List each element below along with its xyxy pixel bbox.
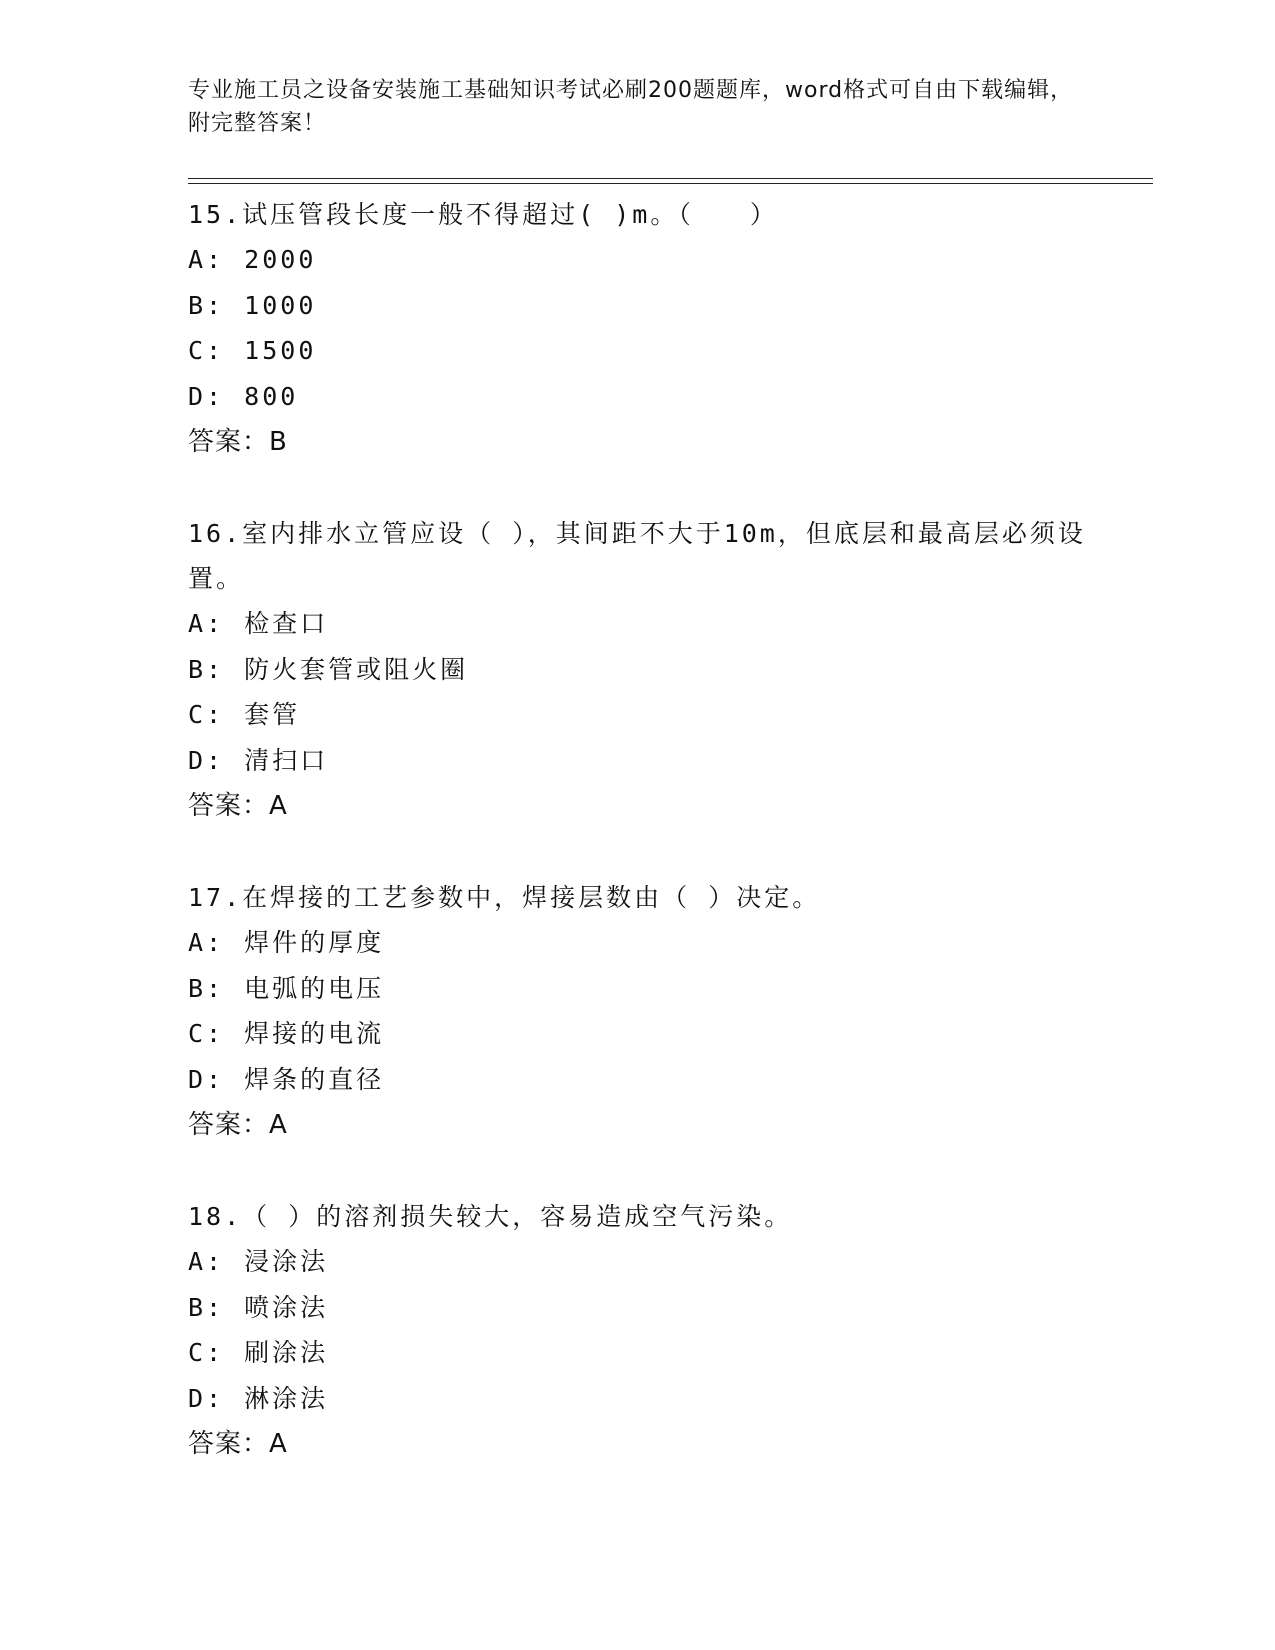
option-b [188,1285,1088,1331]
option-d [188,738,1088,784]
option-c [188,692,1088,738]
option-letter: A: [188,1247,225,1276]
answer-text: 答案：A [188,1429,288,1459]
option-letter: B: [188,654,225,684]
option-d [188,1376,1088,1422]
option-text: 套管 [244,700,301,729]
option-letter: B: [188,290,225,320]
answer-text: 答案：A [188,791,288,821]
answer-text: 答案：B [188,427,288,457]
question-18 [188,1194,1088,1467]
question-text: 17.在焊接的工艺参数中，焊接层数由（ ）决定。 [188,883,821,912]
option-b [188,283,1088,329]
option-text: 刷涂法 [244,1338,329,1367]
option-letter: B: [188,1292,225,1322]
option-letter: C: [188,1338,225,1367]
header-divider-bottom [188,183,1153,184]
option-text: 焊接的电流 [244,1019,385,1048]
option-letter: C: [188,700,225,729]
option-text: 800 [244,381,299,411]
option-text: 焊条的直径 [244,1064,385,1094]
answer-text: 答案：A [188,1110,288,1140]
question-15 [188,192,1088,465]
option-text: 检查口 [244,609,329,638]
option-letter: C: [188,336,225,365]
option-a [188,601,1088,647]
option-letter: A: [188,609,225,638]
option-letter: B: [188,973,225,1003]
question-text: 18.（ ）的溶剂损失较大，容易造成空气污染。 [188,1202,793,1231]
question-17 [188,875,1088,1148]
option-text: 喷涂法 [244,1292,329,1322]
question-text: 15.试压管段长度一般不得超过( )m。（ ） [188,200,778,229]
option-a [188,237,1088,283]
question-16 [188,511,1088,829]
option-text: 2000 [244,245,317,274]
option-a [188,920,1088,966]
option-letter: D: [188,1064,225,1094]
option-letter: D: [188,381,225,411]
option-b [188,966,1088,1012]
option-text: 防火套管或阻火圈 [244,654,469,684]
document-header: 专业施工员之设备安装施工基础知识考试必刷200题题库，word格式可自由下载编辑，附完整答案！ [188,78,1074,136]
option-letter: A: [188,928,225,957]
option-text: 1500 [244,336,317,365]
option-a [188,1239,1088,1285]
option-c [188,1011,1088,1057]
option-b [188,647,1088,693]
header-divider-top [188,178,1153,179]
option-d [188,374,1088,420]
option-d [188,1057,1088,1103]
option-letter: A: [188,245,225,274]
option-c [188,1330,1088,1376]
option-letter: D: [188,1383,225,1413]
question-list [188,192,1088,1513]
option-text: 浸涂法 [244,1247,329,1276]
option-letter: C: [188,1019,225,1048]
option-text: 焊件的厚度 [244,928,385,957]
option-c [188,328,1088,374]
question-text: 16.室内排水立管应设（ ），其间距不大于10m，但底层和最高层必须设置。 [188,519,1086,593]
option-text: 淋涂法 [244,1383,329,1413]
option-text: 1000 [244,290,317,320]
option-text: 清扫口 [244,745,329,775]
option-text: 电弧的电压 [244,973,385,1003]
option-letter: D: [188,745,225,775]
